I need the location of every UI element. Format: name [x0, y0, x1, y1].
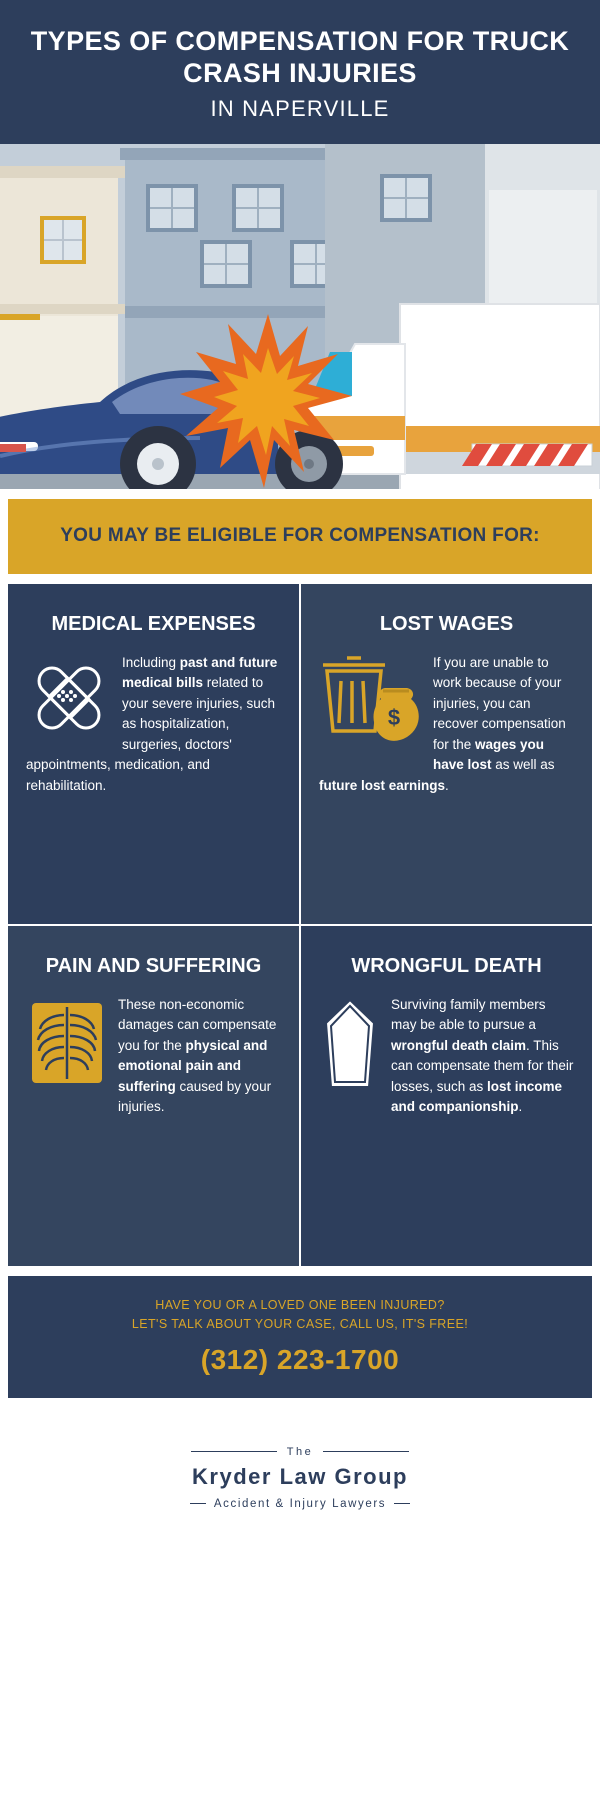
logo-rule-left — [191, 1451, 277, 1452]
money-bag-icon — [319, 655, 423, 754]
card-text: Including past and future medical bills related to your severe injuries, such as hospitalization, surgeries, doctors' appointments, medication, and rehabilitation. — [26, 654, 278, 793]
footer-logo — [0, 1398, 600, 1550]
coffin-icon — [319, 997, 381, 1098]
card-title: LOST WAGES — [379, 613, 514, 636]
eligibility-banner — [8, 499, 592, 575]
crash-scene-svg — [0, 144, 600, 489]
cta-phone-number[interactable]: (312) 223-1700 — [200, 1343, 400, 1375]
cta-block — [8, 1276, 592, 1398]
card-body — [26, 995, 281, 1118]
banner-section — [0, 489, 600, 585]
card-title: MEDICAL EXPENSES — [51, 613, 256, 636]
logo-rule-small-left — [190, 1503, 206, 1504]
page-subtitle: IN NAPERVILLE — [210, 95, 390, 121]
truck-car-crash-illustration — [0, 144, 600, 489]
card-text: These non-economic damages can compensate you for the physical and emotional pain and suffering caused by your injuries. — [118, 996, 277, 1115]
ribcage-icon — [26, 997, 108, 1096]
card-pain-and-suffering — [8, 926, 299, 1266]
card-body — [319, 653, 574, 797]
logo-rule-right — [323, 1451, 409, 1452]
card-medical-expenses — [8, 584, 299, 924]
logo-rule-small-right — [394, 1503, 410, 1504]
card-wrongful-death — [301, 926, 592, 1266]
cta-line-2: LET'S TALK ABOUT YOUR CASE, CALL US, IT'S FREE! — [131, 1317, 469, 1332]
card-body — [26, 653, 281, 797]
page-title: TYPES OF COMPENSATION FOR TRUCK CRASH INJURIES — [30, 26, 570, 88]
logo-tagline-row — [0, 1498, 600, 1510]
logo-the-text: The — [286, 1445, 314, 1458]
svg-text:$: $ — [387, 704, 401, 730]
compensation-grid — [8, 584, 592, 1266]
card-title: WRONGFUL DEATH — [351, 955, 542, 978]
logo-firm-name: Kryder Law Group — [192, 1463, 408, 1489]
logo-tagline: Accident & Injury Lawyers — [213, 1497, 387, 1510]
card-title: PAIN AND SUFFERING — [45, 955, 262, 978]
card-lost-wages — [301, 584, 592, 924]
card-body — [319, 995, 574, 1118]
cta-section — [0, 1266, 600, 1398]
banner-text: YOU MAY BE ELIGIBLE FOR COMPENSATION FOR: — [60, 524, 540, 546]
cta-line-1: HAVE YOU OR A LOVED ONE BEEN INJURED? — [155, 1298, 445, 1313]
card-text: Surviving family members may be able to pursue a wrongful death claim. This can compensate them for their losses, such as lost income and companionship. — [391, 996, 574, 1115]
bandage-icon — [26, 655, 112, 748]
logo-the-row — [0, 1446, 600, 1458]
card-text: If you are unable to work because of your injuries, you can recover compensation for the wages you have lost as well as future lost earnings. — [319, 654, 566, 793]
header — [0, 0, 600, 144]
